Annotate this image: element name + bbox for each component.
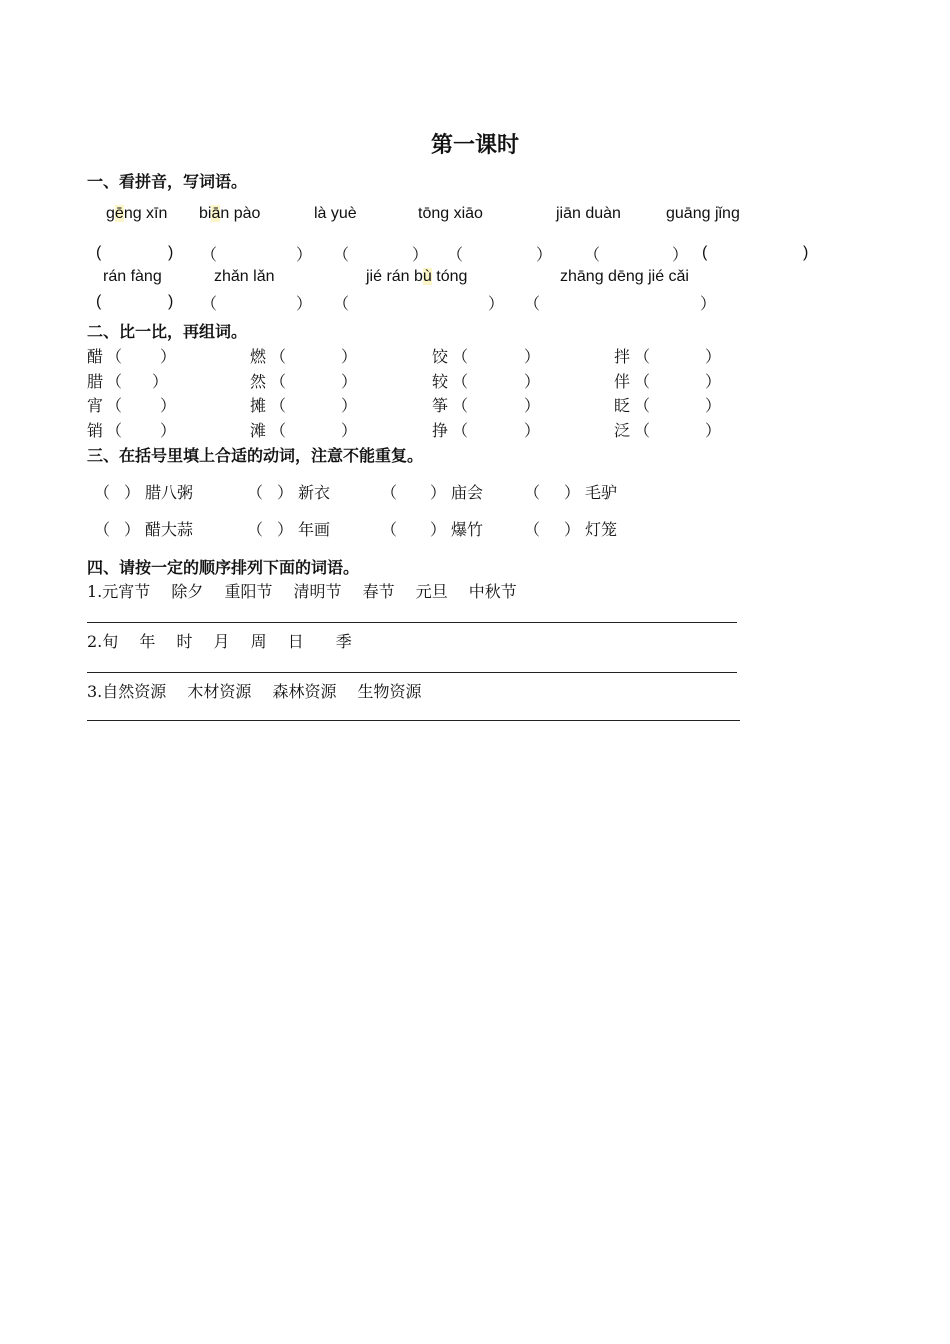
page-title: 第一课时 (430, 133, 519, 158)
compare-paren-close: ） (705, 423, 722, 440)
order-question-1: 1.元宵节 除夕 重阳节 清明节 春节 元旦 中秋节 (87, 582, 517, 601)
compare-char: 泛 (614, 421, 631, 440)
compare-paren-open: （ (452, 349, 469, 366)
answer-paren-open: （ (333, 247, 350, 264)
pinyin-bian-pao: biān pào (199, 205, 261, 222)
compare-paren-open: （ (452, 423, 469, 440)
answer-paren-close: ) (168, 244, 174, 261)
compare-paren-close: ） (705, 349, 722, 366)
compare-paren-close: ） (705, 374, 722, 391)
compare-paren-open: （ (106, 349, 123, 366)
verb-paren-open: （ (94, 485, 111, 502)
section2-heading: 二、比一比，再组词。 (87, 322, 248, 341)
compare-char: 宵 (87, 396, 104, 415)
compare-char: 摊 (250, 396, 267, 415)
answer-paren-close: ) (168, 293, 174, 310)
compare-paren-close: ） (524, 349, 541, 366)
verb-object: 爆竹 (451, 520, 484, 539)
compare-char: 较 (432, 372, 449, 391)
answer-paren-open: （ (584, 247, 601, 264)
pinyin-guang-jing: guāng jǐng (666, 205, 740, 222)
compare-char: 拌 (614, 347, 631, 366)
verb-paren-close: ） (277, 522, 294, 539)
verb-paren-close: ） (430, 485, 447, 502)
compare-paren-close: ） (341, 374, 358, 391)
compare-paren-open: （ (634, 349, 651, 366)
compare-paren-open: （ (106, 374, 123, 391)
verb-paren-close: ） (124, 485, 141, 502)
verb-object: 毛驴 (585, 483, 618, 502)
compare-paren-close: ） (705, 398, 722, 415)
verb-paren-close: ） (124, 522, 141, 539)
pinyin-jie-ran-bu-tong: jié rán bù tóng (366, 268, 468, 285)
answer-paren-open: （ (447, 247, 464, 264)
compare-char: 燃 (250, 347, 267, 366)
answer-line-3 (87, 720, 740, 721)
answer-paren-close: ） (296, 296, 313, 313)
compare-char: 然 (250, 372, 267, 391)
compare-paren-close: ） (341, 423, 358, 440)
compare-char: 眨 (614, 396, 631, 415)
answer-paren-close: ） (700, 296, 717, 313)
compare-paren-open: （ (452, 374, 469, 391)
verb-paren-open: （ (524, 522, 541, 539)
answer-paren-open: （ (333, 296, 350, 313)
verb-object: 醋大蒜 (145, 520, 194, 539)
answer-paren-close: ） (488, 296, 505, 313)
compare-paren-open: （ (270, 398, 287, 415)
pinyin-jian-duan: jiān duàn (556, 205, 621, 222)
answer-paren-open: （ (524, 296, 541, 313)
compare-char: 醋 (87, 347, 104, 366)
answer-paren-open: ( (96, 244, 102, 261)
compare-paren-open: （ (634, 374, 651, 391)
compare-paren-close: ） (152, 374, 169, 391)
verb-paren-close: ） (564, 522, 581, 539)
verb-paren-open: （ (94, 522, 111, 539)
verb-paren-close: ） (430, 522, 447, 539)
verb-paren-open: （ (247, 485, 264, 502)
compare-char: 腊 (87, 372, 104, 391)
verb-paren-open: （ (381, 522, 398, 539)
verb-paren-open: （ (247, 522, 264, 539)
compare-paren-close: ） (524, 398, 541, 415)
answer-line-1 (87, 622, 737, 623)
verb-paren-open: （ (524, 485, 541, 502)
answer-paren-open: ( (702, 244, 708, 261)
answer-paren-close: ） (412, 247, 429, 264)
compare-paren-open: （ (106, 423, 123, 440)
compare-paren-close: ） (524, 423, 541, 440)
compare-paren-open: （ (270, 423, 287, 440)
compare-paren-close: ） (160, 398, 177, 415)
answer-paren-open: （ (201, 247, 218, 264)
pinyin-zhang-deng-jie-cai: zhāng dēng jié cǎi (560, 268, 689, 285)
compare-char: 伴 (614, 372, 631, 391)
section4-heading: 四、请按一定的顺序排列下面的词语。 (87, 558, 360, 577)
compare-char: 筝 (432, 396, 449, 415)
pinyin-zhan-lan: zhǎn lǎn (214, 268, 275, 285)
pinyin-ran-fang: rán fàng (103, 268, 162, 285)
verb-object: 腊八粥 (145, 483, 194, 502)
verb-paren-close: ） (277, 485, 294, 502)
answer-paren-close: ） (672, 247, 689, 264)
order-question-3: 3.自然资源 木材资源 森林资源 生物资源 (87, 682, 422, 701)
compare-char: 饺 (432, 347, 449, 366)
answer-paren-open: （ (201, 296, 218, 313)
compare-paren-open: （ (634, 398, 651, 415)
verb-object: 灯笼 (585, 520, 618, 539)
answer-paren-close: ） (296, 247, 313, 264)
compare-paren-close: ） (341, 398, 358, 415)
compare-paren-open: （ (270, 374, 287, 391)
section3-heading: 三、在括号里填上合适的动词，注意不能重复。 (87, 446, 424, 465)
compare-paren-close: ） (341, 349, 358, 366)
compare-paren-open: （ (106, 398, 123, 415)
compare-char: 销 (87, 421, 104, 440)
answer-paren-close: ） (536, 247, 553, 264)
verb-paren-close: ） (564, 485, 581, 502)
answer-paren-open: ( (96, 293, 102, 310)
verb-object: 年画 (298, 520, 331, 539)
answer-paren-close: ) (803, 244, 809, 261)
compare-char: 挣 (432, 421, 449, 440)
verb-object: 庙会 (451, 483, 484, 502)
pinyin-geng-xin: gēng xīn (106, 205, 168, 222)
compare-char: 滩 (250, 421, 267, 440)
compare-paren-close: ） (160, 349, 177, 366)
pinyin-la-yue: là yuè (314, 205, 357, 222)
order-question-2: 2.旬 年 时 月 周 日 季 (87, 632, 352, 651)
compare-paren-open: （ (634, 423, 651, 440)
answer-line-2 (87, 672, 737, 673)
compare-paren-close: ） (524, 374, 541, 391)
compare-paren-open: （ (452, 398, 469, 415)
verb-paren-open: （ (381, 485, 398, 502)
verb-object: 新衣 (298, 483, 331, 502)
pinyin-tong-xiao: tōng xiāo (418, 205, 483, 222)
compare-paren-open: （ (270, 349, 287, 366)
compare-paren-close: ） (160, 423, 177, 440)
section1-heading: 一、看拼音，写词语。 (87, 172, 248, 191)
